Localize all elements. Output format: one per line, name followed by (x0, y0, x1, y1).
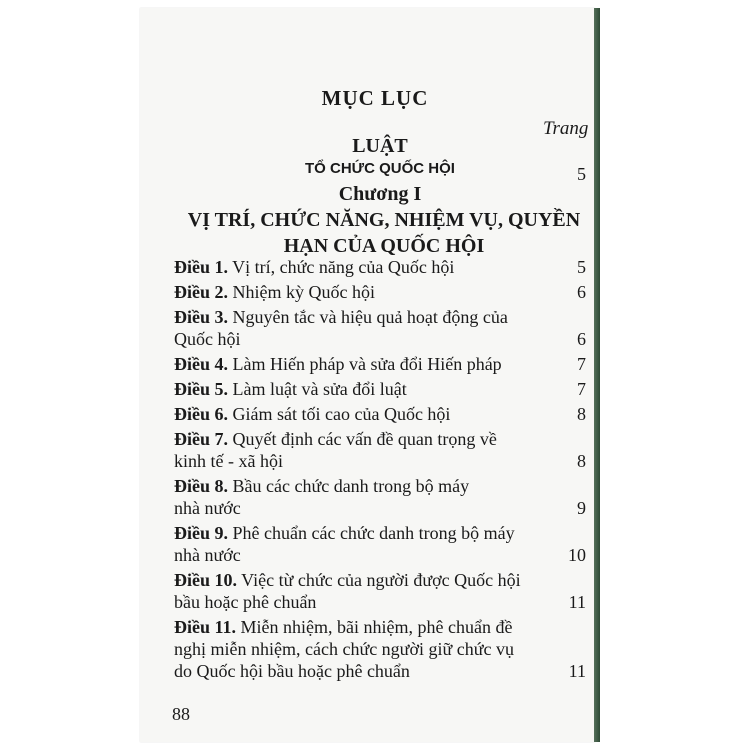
entry-title-continued: bầu hoặc phê chuẩn (174, 592, 317, 612)
entry-page: 5 (577, 257, 586, 277)
page-number: 88 (172, 704, 190, 724)
entry-title: Làm Hiến pháp và sửa đổi Hiến pháp (228, 354, 502, 374)
law-page-number: 5 (577, 164, 586, 184)
entry-number: Điều 11. (174, 617, 237, 637)
entry-number: Điều 5. (174, 379, 228, 399)
entry-title: Việc từ chức của người được Quốc hội (237, 570, 521, 590)
entry-number: Điều 3. (174, 307, 228, 327)
toc-entry (174, 378, 586, 400)
toc-entry (174, 403, 586, 425)
entry-title: Làm luật và sửa đổi luật (228, 379, 407, 399)
toc-entry (174, 522, 586, 566)
toc-entry (174, 306, 586, 350)
entry-title: Quyết định các vấn đề quan trọng về (228, 429, 497, 449)
chapter-heading-line2: HẠN CỦA QUỐC HỘI (283, 235, 485, 257)
page-column-label: Trang (543, 118, 589, 139)
toc-entry (174, 428, 586, 472)
chapter-label: Chương I (338, 183, 422, 205)
law-subtitle: TỔ CHỨC QUỐC HỘI (305, 160, 455, 177)
entry-number: Điều 1. (174, 257, 228, 277)
entry-page: 11 (568, 592, 586, 612)
law-title: LUẬT (352, 135, 408, 157)
entry-page: 11 (568, 661, 586, 681)
entry-number: Điều 10. (174, 570, 237, 590)
entry-page: 7 (577, 379, 586, 399)
entry-title: Nhiệm kỳ Quốc hội (228, 282, 375, 302)
entry-title: Vị trí, chức năng của Quốc hội (228, 257, 455, 277)
entry-title-continued: nhà nước (174, 545, 241, 565)
page-edge-shadow (594, 8, 600, 742)
chapter-heading (172, 207, 596, 259)
entry-number: Điều 4. (174, 354, 228, 374)
entry-page: 10 (568, 545, 586, 565)
entry-title: Giám sát tối cao của Quốc hội (228, 404, 451, 424)
toc-entry (174, 281, 586, 303)
entry-page: 9 (577, 498, 586, 518)
entry-title: Phê chuẩn các chức danh trong bộ máy (228, 523, 515, 543)
entry-title: Miễn nhiệm, bãi nhiệm, phê chuẩn đề (236, 617, 513, 637)
entry-title: Bầu các chức danh trong bộ máy (228, 476, 470, 496)
entry-number: Điều 7. (174, 429, 228, 449)
toc-entry (174, 353, 586, 375)
entry-title: Nguyên tắc và hiệu quả hoạt động của (228, 307, 508, 327)
entry-page: 8 (577, 404, 586, 424)
entry-page: 6 (577, 282, 586, 302)
toc-entry (174, 475, 586, 519)
entry-title-continued: kinh tế - xã hội (174, 451, 283, 471)
toc-title: MỤC LỤC (321, 86, 429, 110)
entry-title-continued: Quốc hội (174, 329, 241, 349)
entry-page: 8 (577, 451, 586, 471)
entry-number: Điều 9. (174, 523, 228, 543)
toc-entry (174, 569, 586, 613)
chapter-heading-line1: VỊ TRÍ, CHỨC NĂNG, NHIỆM VỤ, QUYỀN (187, 209, 581, 231)
entry-number: Điều 2. (174, 282, 228, 302)
entry-number: Điều 8. (174, 476, 228, 496)
entry-title-continued: do Quốc hội bầu hoặc phê chuẩn (174, 661, 410, 681)
entry-page: 6 (577, 329, 586, 349)
entry-title-continued: nhà nước (174, 498, 241, 518)
entry-number: Điều 6. (174, 404, 228, 424)
entry-title-continued: nghị miễn nhiệm, cách chức người giữ chức vụ (174, 639, 514, 659)
entry-page: 7 (577, 354, 586, 374)
toc-entry-list (174, 256, 586, 685)
toc-entry (174, 616, 586, 682)
toc-entry (174, 256, 586, 278)
